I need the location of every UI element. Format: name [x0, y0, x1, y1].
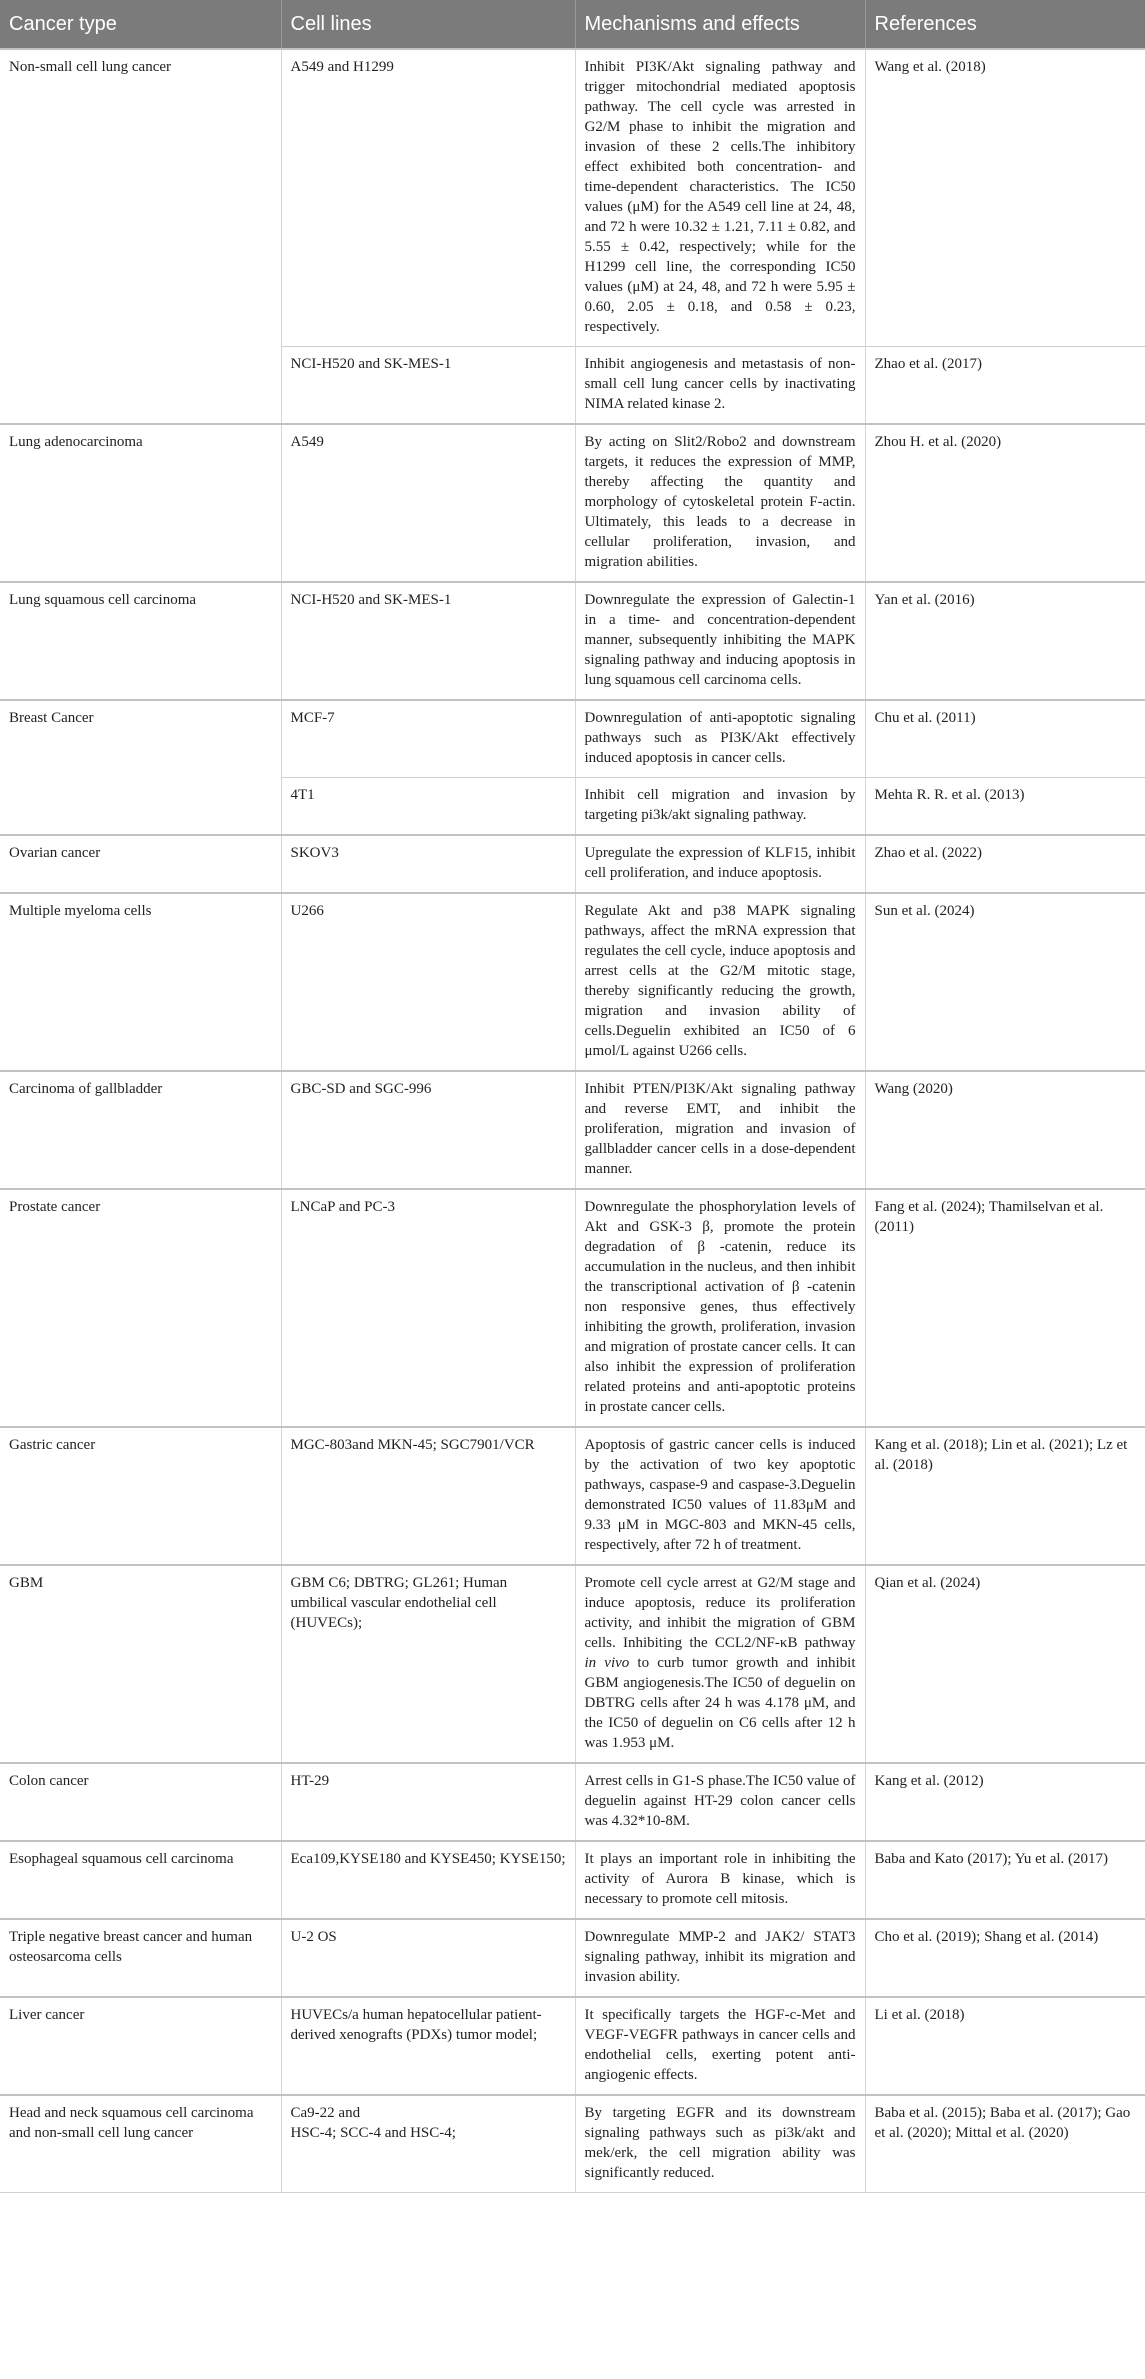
cancer-type-cell: Esophageal squamous cell carcinoma: [0, 1841, 281, 1919]
reference-cell: Kang et al. (2018); Lin et al. (2021); Lz et al. (2018): [865, 1427, 1145, 1565]
cancer-type-cell: Carcinoma of gallbladder: [0, 1071, 281, 1189]
cancer-type-cell: Prostate cancer: [0, 1189, 281, 1427]
reference-cell: Wang et al. (2018): [865, 49, 1145, 347]
cancer-type-cell: Ovarian cancer: [0, 835, 281, 893]
cancer-type-cell: Breast Cancer: [0, 700, 281, 835]
header-mechanisms: Mechanisms and effects: [575, 0, 865, 49]
reference-cell: Fang et al. (2024); Thamilselvan et al. (2011): [865, 1189, 1145, 1427]
mechanism-cell: Inhibit PI3K/Akt signaling pathway and trigger mitochondrial mediated apoptosis pathway. The cell cycle was arrested in G2/M phase to inhibit the migration and invasion of these 2 cells.The inhibitory effect exhibited both concentration- and time-dependent characteristics. The IC50 values (μM) for the A549 cell line at 24, 48, and 72 h were 10.32 ± 1.21, 7.11 ± 0.82, and 5.55 ± 0.42, respectively; while for the H1299 cell line, the corresponding IC50 values (μM) at 24, 48, and 72 h were 5.95 ± 0.60, 2.05 ± 0.18, and 0.58 ± 0.23, respectively.: [575, 49, 865, 347]
mechanism-cell: Downregulate the phosphorylation levels of Akt and GSK-3 β, promote the protein degradation of β -catenin, reduce its accumulation in the nucleus, and then inhibit the transcriptional activation of β -catenin non responsive genes, thus effectively inhibiting the growth, proliferation, invasion and migration of prostate cancer cells. It can also inhibit the expression of proliferation related proteins and anti-apoptotic proteins in prostate cancer cells.: [575, 1189, 865, 1427]
cell-lines-cell: HT-29: [281, 1763, 575, 1841]
cancer-type-cell: Lung adenocarcinoma: [0, 424, 281, 582]
table-row: [0, 49, 1145, 347]
reference-cell: Kang et al. (2012): [865, 1763, 1145, 1841]
cell-lines-cell: MCF-7: [281, 700, 575, 778]
reference-cell: Wang (2020): [865, 1071, 1145, 1189]
cell-lines-cell: U-2 OS: [281, 1919, 575, 1997]
reference-cell: Qian et al. (2024): [865, 1565, 1145, 1763]
cancer-type-cell: Non-small cell lung cancer: [0, 49, 281, 424]
table-body: [0, 49, 1145, 2193]
mechanism-cell: Downregulate MMP-2 and JAK2/ STAT3 signaling pathway, inhibit its migration and invasion ability.: [575, 1919, 865, 1997]
reference-cell: Yan et al. (2016): [865, 582, 1145, 700]
cancer-type-cell: Liver cancer: [0, 1997, 281, 2095]
cell-lines-cell: A549: [281, 424, 575, 582]
table-header: [0, 0, 1145, 49]
table-row: [0, 1071, 1145, 1189]
cancer-type-cell: Lung squamous cell carcinoma: [0, 582, 281, 700]
reference-cell: Zhao et al. (2022): [865, 835, 1145, 893]
table-row: [0, 1189, 1145, 1427]
table-row: [0, 2095, 1145, 2193]
reference-cell: Zhou H. et al. (2020): [865, 424, 1145, 582]
mechanism-italic-text: in vivo: [584, 1655, 630, 1671]
cell-lines-text: Ca9-22 and: [290, 2105, 361, 2121]
cancer-type-cell: Triple negative breast cancer and human osteosarcoma cells: [0, 1919, 281, 1997]
table-row: [0, 893, 1145, 1071]
mechanism-cell: [575, 1565, 865, 1763]
mechanism-text: to curb tumor growth and inhibit GBM angiogenesis.The IC50 of deguelin on DBTRG cells after 24 h was 4.178 μM, and the IC50 of deguelin on C6 cells after 12 h was 1.953 μM.: [584, 1655, 856, 1751]
header-cancer-type: Cancer type: [0, 0, 281, 49]
mechanism-cell: Downregulation of anti-apoptotic signaling pathways such as PI3K/Akt effectively induced apoptosis in cancer cells.: [575, 700, 865, 778]
mechanism-cell: Upregulate the expression of KLF15, inhibit cell proliferation, and induce apoptosis.: [575, 835, 865, 893]
reference-cell: Zhao et al. (2017): [865, 347, 1145, 425]
cancer-type-cell: GBM: [0, 1565, 281, 1763]
cell-lines-cell: GBM C6; DBTRG; GL261; Human umbilical vascular endothelial cell (HUVECs);: [281, 1565, 575, 1763]
table-row: [0, 1763, 1145, 1841]
table-row: [0, 1841, 1145, 1919]
mechanism-cell: Inhibit PTEN/PI3K/Akt signaling pathway and reverse EMT, and inhibit the proliferation, migration and invasion of gallbladder cancer cells in a dose-dependent manner.: [575, 1071, 865, 1189]
reference-cell: Chu et al. (2011): [865, 700, 1145, 778]
mechanism-cell: Inhibit cell migration and invasion by targeting pi3k/akt signaling pathway.: [575, 778, 865, 836]
reference-cell: Baba and Kato (2017); Yu et al. (2017): [865, 1841, 1145, 1919]
mechanism-cell: Arrest cells in G1-S phase.The IC50 value of deguelin against HT-29 colon cancer cells was 4.32*10-8M.: [575, 1763, 865, 1841]
table-row: [0, 1997, 1145, 2095]
header-cell-lines: Cell lines: [281, 0, 575, 49]
cell-lines-text: HSC-4; SCC-4 and HSC-4;: [290, 2125, 456, 2141]
cancer-type-cell: Gastric cancer: [0, 1427, 281, 1565]
mechanism-cell: By targeting EGFR and its downstream signaling pathways such as pi3k/akt and mek/erk, the cell migration ability was significantly reduced.: [575, 2095, 865, 2193]
table-row: [0, 835, 1145, 893]
table-row: [0, 1919, 1145, 1997]
cell-lines-cell: A549 and H1299: [281, 49, 575, 347]
cell-lines-cell: GBC-SD and SGC-996: [281, 1071, 575, 1189]
cell-lines-cell: SKOV3: [281, 835, 575, 893]
table-row: [0, 1565, 1145, 1763]
cell-lines-cell: [281, 2095, 575, 2193]
table-row: [0, 1427, 1145, 1565]
cell-lines-cell: LNCaP and PC-3: [281, 1189, 575, 1427]
mechanism-cell: Apoptosis of gastric cancer cells is induced by the activation of two key apoptotic pathways, caspase-9 and caspase-3.Deguelin demonstrated IC50 values of 11.83μM and 9.33 μM in MGC-803 and MKN-45 cells, respectively, after 72 h of treatment.: [575, 1427, 865, 1565]
table-row: [0, 700, 1145, 778]
cell-lines-cell: NCI-H520 and SK-MES-1: [281, 347, 575, 425]
mechanism-cell: Regulate Akt and p38 MAPK signaling pathways, affect the mRNA expression that regulates the cell cycle, induce apoptosis and arrest cells at the G2/M mitotic stage, thereby significantly reducing the growth, migration and invasion ability of cells.Deguelin exhibited an IC50 of 6 μmol/L against U266 cells.: [575, 893, 865, 1071]
reference-cell: Mehta R. R. et al. (2013): [865, 778, 1145, 836]
mechanism-cell: Inhibit angiogenesis and metastasis of non-small cell lung cancer cells by inactivating NIMA related kinase 2.: [575, 347, 865, 425]
mechanism-cell: It specifically targets the HGF-c-Met and VEGF-VEGFR pathways in cancer cells and endothelial cells, exerting potent anti-angiogenic effects.: [575, 1997, 865, 2095]
cell-lines-cell: U266: [281, 893, 575, 1071]
mechanism-cell: By acting on Slit2/Robo2 and downstream targets, it reduces the expression of MMP, thereby affecting the quantity and morphology of cytoskeletal protein F-actin. Ultimately, this leads to a decrease in cellular proliferation, invasion, and migration abilities.: [575, 424, 865, 582]
cell-lines-cell: MGC-803and MKN-45; SGC7901/VCR: [281, 1427, 575, 1565]
table-row: [0, 424, 1145, 582]
cell-lines-cell: 4T1: [281, 778, 575, 836]
cell-lines-cell: NCI-H520 and SK-MES-1: [281, 582, 575, 700]
reference-cell: Cho et al. (2019); Shang et al. (2014): [865, 1919, 1145, 1997]
mechanism-text: Promote cell cycle arrest at G2/M stage and induce apoptosis, reduce its proliferation activity, and inhibit the migration of GBM cells. Inhibiting the CCL2/NF-κB pathway: [584, 1575, 856, 1651]
cell-lines-cell: Eca109,KYSE180 and KYSE450; KYSE150;: [281, 1841, 575, 1919]
mechanism-cell: It plays an important role in inhibiting the activity of Aurora B kinase, which is necessary to promote cell mitosis.: [575, 1841, 865, 1919]
cancer-type-cell: Multiple myeloma cells: [0, 893, 281, 1071]
cell-lines-cell: HUVECs/a human hepatocellular patient-derived xenografts (PDXs) tumor model;: [281, 1997, 575, 2095]
cancer-type-cell: Colon cancer: [0, 1763, 281, 1841]
cancer-type-cell: Head and neck squamous cell carcinoma and non-small cell lung cancer: [0, 2095, 281, 2193]
header-references: References: [865, 0, 1145, 49]
mechanism-cell: Downregulate the expression of Galectin-1 in a time- and concentration-dependent manner, subsequently inhibiting the MAPK signaling pathway and inducing apoptosis in lung squamous cell carcinoma cells.: [575, 582, 865, 700]
table-row: [0, 582, 1145, 700]
reference-cell: Baba et al. (2015); Baba et al. (2017); Gao et al. (2020); Mittal et al. (2020): [865, 2095, 1145, 2193]
reference-cell: Sun et al. (2024): [865, 893, 1145, 1071]
reference-cell: Li et al. (2018): [865, 1997, 1145, 2095]
header-row: [0, 0, 1145, 49]
